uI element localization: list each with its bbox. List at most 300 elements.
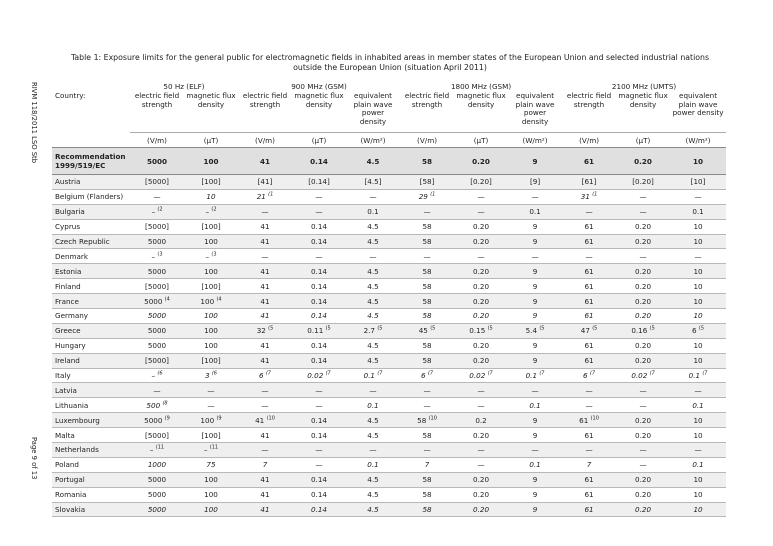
limit-value: — <box>585 251 593 261</box>
limit-value: 100 <box>204 237 218 246</box>
limit-value-cell <box>238 353 292 368</box>
limit-value: 9 <box>532 311 538 321</box>
limit-value: — <box>261 445 269 455</box>
limit-value-cell <box>562 323 616 338</box>
limit-value-cell <box>130 189 184 204</box>
limit-value: – <box>205 251 210 261</box>
limit-value: 10 <box>693 266 703 276</box>
limit-value: — <box>369 385 377 395</box>
limit-value: 0.1 <box>692 400 704 410</box>
limit-value: 61 <box>584 296 594 306</box>
limit-value-cell <box>400 204 454 219</box>
footnote-marker: (7 <box>265 370 271 377</box>
limit-value: [9] <box>529 177 541 187</box>
limit-value: — <box>531 251 539 261</box>
recommendation-value: 61 <box>562 148 616 175</box>
limit-value-cell <box>616 204 670 219</box>
limit-value: 0.1 <box>363 371 376 381</box>
limit-value: 0.20 <box>635 430 652 440</box>
limit-value-cell <box>616 428 670 443</box>
column-header: equivalent plain wave power density <box>353 91 393 126</box>
limit-value-cell <box>508 175 562 190</box>
limit-value-cell <box>184 323 238 338</box>
limit-value-cell <box>238 204 292 219</box>
limit-value-cell <box>670 428 726 443</box>
recommendation-value: 9 <box>508 148 562 175</box>
country-name: Austria <box>52 175 130 190</box>
country-header: Country: <box>55 91 86 100</box>
limit-value-cell <box>184 353 238 368</box>
limit-value: 0.14 <box>310 415 327 425</box>
unit-label: (W/m²) <box>670 133 726 148</box>
limit-value: [100] <box>201 177 221 187</box>
limit-value-cell <box>562 443 616 458</box>
limit-value: 0.1 <box>692 460 704 470</box>
limit-value: [58] <box>419 177 435 187</box>
table-row <box>52 234 726 249</box>
limit-value: — <box>315 385 323 395</box>
footnote-marker: (11 <box>209 445 219 452</box>
limit-value: — <box>315 207 323 217</box>
limit-value-cell <box>562 279 616 294</box>
limit-value: 31 <box>580 192 590 202</box>
limit-value: – <box>203 445 208 455</box>
limit-value: 0.02 <box>307 371 324 381</box>
limit-value-cell <box>508 487 562 502</box>
limit-value: 4.5 <box>367 281 379 291</box>
footnote-marker: (5 <box>268 325 274 332</box>
limit-value-cell <box>508 279 562 294</box>
limit-value: — <box>369 192 377 202</box>
country-name: Czech Republic <box>52 234 130 249</box>
limit-value: 0.14 <box>310 490 327 500</box>
unit-label: (µT) <box>616 133 670 148</box>
limit-value: 58 <box>422 490 432 500</box>
limit-value-cell <box>508 383 562 398</box>
limit-value: [5000] <box>145 177 169 187</box>
limit-value: 58 <box>422 237 432 246</box>
limit-value: 21 <box>256 192 266 202</box>
limit-value-cell <box>562 472 616 487</box>
limit-value-cell <box>184 443 238 458</box>
limit-value-cell <box>508 413 562 428</box>
limit-value-cell <box>670 309 726 324</box>
limit-value-cell <box>616 234 670 249</box>
limit-value-cell <box>346 502 400 517</box>
footnote-marker: (3 <box>211 251 217 258</box>
limit-value: — <box>261 251 269 261</box>
limit-value-cell <box>346 249 400 264</box>
limit-value: — <box>261 400 269 410</box>
limit-value-cell <box>400 264 454 279</box>
limit-value: 9 <box>532 222 538 232</box>
limit-value: 10 <box>693 430 703 440</box>
footnote-marker: (7 <box>589 370 596 377</box>
limit-value-cell <box>238 338 292 353</box>
limit-value: 41 <box>260 311 270 321</box>
limit-value: 10 <box>693 237 703 246</box>
footnote-marker: (4 <box>216 296 222 303</box>
limit-value: 58 <box>422 296 432 306</box>
limit-value-cell <box>670 443 726 458</box>
country-name: Bulgaria <box>52 204 130 219</box>
limit-value-cell <box>508 443 562 458</box>
limit-value-cell <box>130 204 184 219</box>
table-row <box>52 323 726 338</box>
column-name-row <box>52 92 726 133</box>
limit-value-cell <box>508 264 562 279</box>
limit-value-cell <box>508 249 562 264</box>
limit-value: 0.20 <box>635 281 652 291</box>
limit-value-cell <box>508 353 562 368</box>
limit-value-cell <box>454 487 508 502</box>
table-row <box>52 309 726 324</box>
limit-value-cell <box>400 279 454 294</box>
limit-value: — <box>423 385 431 395</box>
limit-value: — <box>694 445 702 455</box>
limit-value-cell <box>400 338 454 353</box>
limit-value: [41] <box>257 177 273 187</box>
limit-value-cell <box>454 338 508 353</box>
table-row <box>52 472 726 487</box>
limit-value: 5000 <box>147 326 167 336</box>
limit-value-cell <box>400 294 454 309</box>
country-rows <box>52 175 726 517</box>
limit-value: 10 <box>693 490 703 500</box>
limit-value: — <box>639 445 647 455</box>
table-caption: Table 1: Exposure limits for the general public for electromagnetic fields in inhabited areas in member states of the European Union and selected industrial nations outside the European Union (situation April 2011) <box>70 53 710 72</box>
limit-value-cell <box>292 279 346 294</box>
limit-value-cell <box>454 502 508 517</box>
limit-value: — <box>207 400 215 410</box>
limit-value-cell <box>454 249 508 264</box>
column-header: equivalent plain wave power density <box>672 91 724 118</box>
limit-value: 41 <box>260 222 270 232</box>
limit-value-cell <box>562 457 616 472</box>
limit-value: — <box>694 192 702 202</box>
unit-label: (V/m) <box>400 133 454 148</box>
table-row <box>52 443 726 458</box>
country-name: Hungary <box>52 338 130 353</box>
limit-value: 9 <box>532 475 538 485</box>
limit-value: 9 <box>532 281 538 291</box>
limit-value: 41 <box>260 237 270 246</box>
limit-value: [5000] <box>145 281 169 291</box>
limit-value: 0.14 <box>310 222 327 232</box>
limit-value: 0.14 <box>310 356 327 366</box>
recommendation-value: 0.20 <box>616 148 670 175</box>
limit-value: — <box>477 460 485 470</box>
limit-value: 61 <box>584 430 594 440</box>
limit-value-cell <box>670 264 726 279</box>
recommendation-value: 4.5 <box>346 148 400 175</box>
limit-value-cell <box>454 368 508 383</box>
limit-value: 4.5 <box>367 341 379 351</box>
limit-value: 0.20 <box>473 222 490 232</box>
limit-value: 10 <box>693 505 703 515</box>
limit-value-cell <box>562 428 616 443</box>
limit-value: — <box>585 400 593 410</box>
limit-value: 10 <box>693 222 703 232</box>
limit-value-cell <box>346 413 400 428</box>
limit-value-cell <box>292 204 346 219</box>
recommendation-row <box>52 148 726 175</box>
limit-value-cell <box>616 368 670 383</box>
limit-value-cell <box>508 368 562 383</box>
units-row <box>52 133 726 148</box>
footnote-marker: (7 <box>427 370 434 377</box>
table-row <box>52 279 726 294</box>
limit-value-cell <box>130 472 184 487</box>
limit-value: — <box>153 192 161 202</box>
limit-value: — <box>585 207 593 217</box>
country-name: Cyprus <box>52 219 130 234</box>
limit-value-cell <box>562 309 616 324</box>
limit-value: 0.1 <box>367 400 379 410</box>
limit-value: — <box>423 251 431 261</box>
limit-value-cell <box>346 443 400 458</box>
footnote-marker: (8 <box>162 400 168 407</box>
limit-value-cell <box>508 472 562 487</box>
limit-value: 9 <box>532 490 538 500</box>
limit-value-cell <box>400 368 454 383</box>
limit-value: 9 <box>532 505 538 515</box>
limit-value: 41 <box>260 281 270 291</box>
limit-value-cell <box>508 457 562 472</box>
limit-value-cell <box>616 472 670 487</box>
limit-value-cell <box>400 502 454 517</box>
limit-value: — <box>315 460 323 470</box>
column-header: electric field strength <box>566 91 612 109</box>
limit-value-cell <box>670 457 726 472</box>
limit-value-cell <box>454 234 508 249</box>
limit-value: 61 <box>584 490 594 500</box>
limit-value: — <box>153 385 161 395</box>
limit-value: 61 <box>584 281 594 291</box>
limit-value: 10 <box>693 281 703 291</box>
limit-value: 58 <box>422 356 432 366</box>
limit-value-cell <box>400 219 454 234</box>
limit-value: — <box>477 445 485 455</box>
limit-value: 0.14 <box>310 430 327 440</box>
limit-value-cell <box>130 457 184 472</box>
footnote-marker: (9 <box>216 415 222 422</box>
limit-value: 4.5 <box>367 505 379 515</box>
limit-value-cell <box>346 338 400 353</box>
limit-value-cell <box>292 234 346 249</box>
limit-value: 7 <box>262 460 268 470</box>
limit-value: — <box>477 385 485 395</box>
footnote-marker: (7 <box>325 370 331 377</box>
limit-value: [0.20] <box>470 177 492 187</box>
limit-value-cell <box>238 249 292 264</box>
limit-value: 5000 <box>147 311 167 321</box>
limit-value: 0.20 <box>473 266 490 276</box>
limit-value: 0.1 <box>367 207 379 217</box>
limit-value-cell <box>130 398 184 413</box>
table-row <box>52 219 726 234</box>
limit-value: [5000] <box>145 356 169 366</box>
footnote-marker: (3 <box>157 251 163 258</box>
limit-value-cell <box>616 457 670 472</box>
limit-value: 41 <box>260 475 270 485</box>
limit-value: 61 <box>584 356 594 366</box>
limit-value: — <box>315 445 323 455</box>
limit-value-cell <box>562 383 616 398</box>
limit-value-cell <box>292 502 346 517</box>
limit-value: 0.1 <box>529 400 541 410</box>
limit-value-cell <box>508 219 562 234</box>
limit-value: 58 <box>422 475 432 485</box>
limit-value: — <box>315 251 323 261</box>
limit-value-cell <box>616 175 670 190</box>
limit-value-cell <box>184 502 238 517</box>
footnote-marker: (4 <box>164 296 170 303</box>
limit-value-cell <box>130 338 184 353</box>
group-header: 1800 MHz (GSM) <box>450 81 512 91</box>
limit-value: 5.4 <box>525 326 538 336</box>
limit-value-cell <box>238 457 292 472</box>
limit-value: 100 <box>200 415 215 425</box>
limit-value: 9 <box>532 356 538 366</box>
country-name: Denmark <box>52 249 130 264</box>
limit-value-cell <box>454 472 508 487</box>
limit-value-cell <box>292 457 346 472</box>
limit-value: 0.14 <box>310 311 327 321</box>
limit-value-cell <box>238 398 292 413</box>
limit-value: 0.15 <box>469 326 486 336</box>
limit-value-cell <box>238 279 292 294</box>
limit-value-cell <box>292 368 346 383</box>
limit-value-cell <box>292 294 346 309</box>
limit-value-cell <box>184 294 238 309</box>
limit-value: [0.14] <box>308 177 330 187</box>
limit-value-cell <box>184 487 238 502</box>
limit-value: – <box>151 207 156 217</box>
limit-value-cell <box>508 428 562 443</box>
limit-value: 47 <box>580 326 590 336</box>
limit-value: 75 <box>206 460 216 470</box>
limit-value-cell <box>400 189 454 204</box>
limit-value-cell <box>292 428 346 443</box>
unit-label: (µT) <box>454 133 508 148</box>
limit-value-cell <box>130 443 184 458</box>
limit-value: 41 <box>260 430 270 440</box>
limit-value: — <box>423 445 431 455</box>
limit-value: [100] <box>201 281 221 291</box>
limit-value: 10 <box>693 311 703 321</box>
limit-value-cell <box>616 249 670 264</box>
limit-value-cell <box>508 204 562 219</box>
limit-value-cell <box>238 428 292 443</box>
limit-value-cell <box>292 353 346 368</box>
footnote-marker: (6 <box>211 370 217 377</box>
recommendation-value: 41 <box>238 148 292 175</box>
limit-value: 5000 <box>147 341 167 351</box>
limit-value: 6 <box>583 371 588 381</box>
footnote-marker: (10 <box>266 415 275 422</box>
limit-value-cell <box>616 264 670 279</box>
limit-value: 0.20 <box>635 341 652 351</box>
limit-value-cell <box>454 383 508 398</box>
limit-value-cell <box>670 383 726 398</box>
limit-value-cell <box>346 234 400 249</box>
table-row <box>52 264 726 279</box>
limit-value-cell <box>346 353 400 368</box>
table-row <box>52 189 726 204</box>
limit-value-cell <box>562 487 616 502</box>
limit-value: – <box>151 371 156 381</box>
country-name: Belgium (Flanders) <box>52 189 130 204</box>
limit-value: 10 <box>693 356 703 366</box>
limit-value: — <box>531 445 539 455</box>
limit-value: 4.5 <box>367 266 379 276</box>
limit-value-cell <box>292 413 346 428</box>
limit-value: 0.20 <box>635 356 652 366</box>
footnote-marker: (11 <box>155 445 165 452</box>
limit-value-cell <box>508 309 562 324</box>
limit-value-cell <box>616 323 670 338</box>
footnote-marker: (7 <box>539 370 545 377</box>
limit-value-cell <box>130 309 184 324</box>
limit-value: 0.02 <box>631 371 648 381</box>
limit-value-cell <box>292 443 346 458</box>
limit-value-cell <box>184 264 238 279</box>
limit-value-cell <box>670 234 726 249</box>
limit-value: 41 <box>260 266 270 276</box>
exposure-limits-table <box>52 80 726 517</box>
limit-value: – <box>205 207 210 217</box>
limit-value: 0.20 <box>635 296 652 306</box>
limit-value-cell <box>292 175 346 190</box>
limit-value-cell <box>238 189 292 204</box>
limit-value-cell <box>616 279 670 294</box>
limit-value: 41 <box>260 356 270 366</box>
limit-value: [100] <box>201 222 221 232</box>
limit-value: 58 <box>422 222 432 232</box>
limit-value-cell <box>670 398 726 413</box>
limit-value-cell <box>454 189 508 204</box>
column-header: magnetic flux density <box>618 91 668 109</box>
limit-value-cell <box>454 323 508 338</box>
limit-value: 58 <box>422 341 432 351</box>
limit-value-cell <box>292 487 346 502</box>
limit-value-cell <box>616 353 670 368</box>
limit-value: 0.1 <box>688 371 701 381</box>
limit-value: 4.5 <box>367 430 379 440</box>
table-row <box>52 204 726 219</box>
limit-value-cell <box>184 189 238 204</box>
limit-value-cell <box>346 264 400 279</box>
limit-value-cell <box>562 413 616 428</box>
limit-value: 61 <box>584 475 594 485</box>
country-name: Slovakia <box>52 502 130 517</box>
limit-value: 5000 <box>147 490 167 500</box>
limit-value: 41 <box>260 505 270 515</box>
limit-value: 10 <box>693 296 703 306</box>
limit-value: [5000] <box>145 222 169 232</box>
limit-value-cell <box>184 338 238 353</box>
table-row <box>52 428 726 443</box>
column-header: electric field strength <box>242 91 288 109</box>
limit-value: — <box>261 385 269 395</box>
limit-value: 500 <box>146 400 161 410</box>
limit-value-cell <box>562 338 616 353</box>
limit-value-cell <box>238 219 292 234</box>
limit-value: 7 <box>424 460 430 470</box>
limit-value: 100 <box>204 490 218 500</box>
limit-value: 0.02 <box>469 371 486 381</box>
